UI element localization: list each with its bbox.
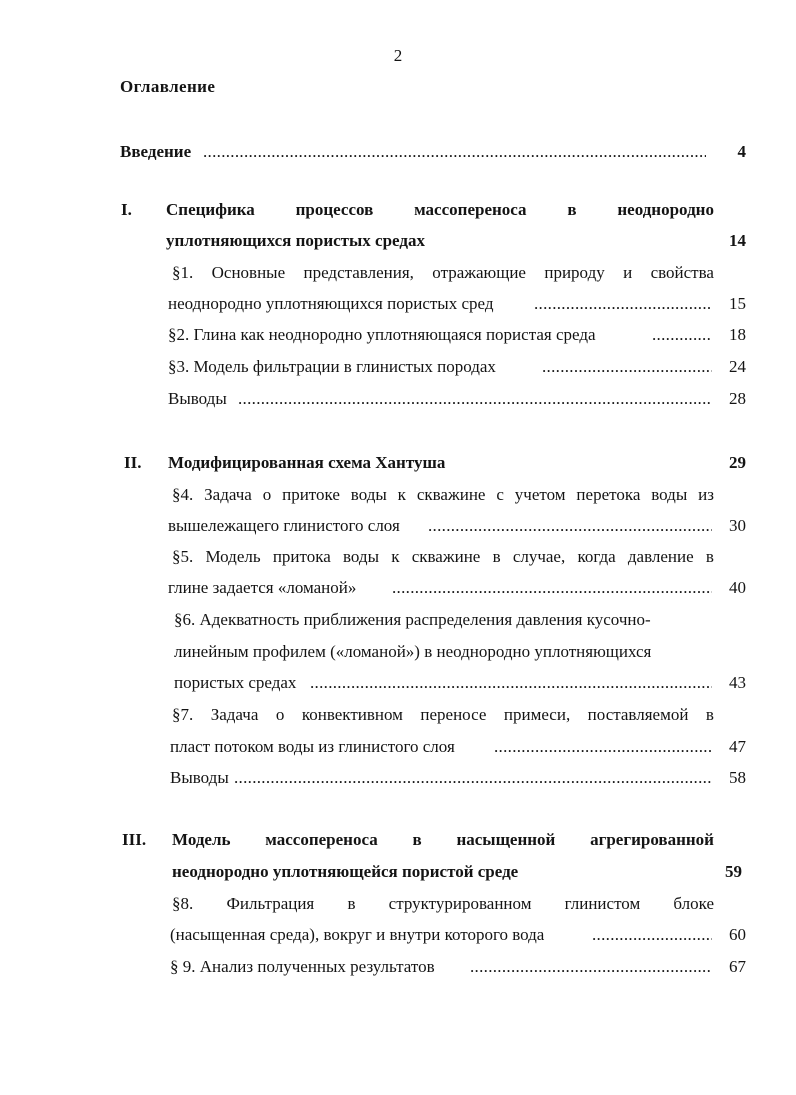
word: притоке	[282, 485, 340, 504]
word: скважине	[411, 547, 481, 566]
chapter2-conclusions-label: Выводы	[170, 768, 229, 787]
section7-line1	[172, 705, 714, 725]
section3-label: §3. Модель фильтрации в глинистых породах	[168, 357, 496, 376]
word: в	[347, 894, 356, 913]
dot-leader	[310, 673, 712, 693]
word: воды	[651, 485, 688, 504]
chapter3-page: 59	[725, 862, 742, 881]
word: §4.	[172, 485, 194, 504]
dot-leader	[238, 389, 712, 409]
word: Модель	[205, 547, 261, 566]
section9-page: 67	[729, 957, 746, 976]
word: из	[698, 485, 714, 504]
word: §5.	[172, 547, 194, 566]
chapter1-title-line2: уплотняющихся пористых средах	[166, 231, 425, 250]
word: в	[492, 547, 501, 566]
word: Фильтрация	[226, 894, 315, 913]
word: в	[567, 200, 577, 219]
word: Специфика	[166, 200, 255, 219]
word: случае,	[512, 547, 566, 566]
word: массопереноса	[414, 200, 527, 219]
word: притока	[272, 547, 331, 566]
word: Основные	[211, 263, 286, 282]
word: к	[391, 547, 400, 566]
chapter1-roman: I.	[121, 200, 132, 219]
word: когда	[577, 547, 616, 566]
chapter1-page: 14	[729, 231, 746, 250]
chapter1-title-line1	[166, 200, 714, 220]
section5-line2: глине задается «ломаной»	[168, 578, 357, 597]
section6-line1: §6. Адекватность приближения распределения давления кусочно-	[174, 610, 651, 629]
chapter2-roman: II.	[124, 453, 142, 472]
section4-line2: вышележащего глинистого слоя	[168, 516, 400, 535]
section8-line2: (насыщенная среда), вокруг и внутри которого вода	[170, 925, 545, 944]
section2-page: 18	[729, 325, 746, 344]
chapter3-title-line2: неоднородно уплотняющейся пористой среде	[172, 862, 519, 881]
word: воды	[343, 547, 379, 566]
section1-line1	[172, 263, 714, 283]
section6-page: 43	[729, 673, 746, 692]
word: Задача	[204, 485, 252, 504]
word: агрегированной	[590, 830, 714, 849]
word: представления,	[303, 263, 414, 282]
word: массопереноса	[265, 830, 378, 849]
dot-leader	[203, 142, 706, 162]
section5-line1	[172, 547, 714, 567]
word: Задача	[210, 705, 259, 724]
word: скважине	[416, 485, 486, 504]
section7-page: 47	[729, 737, 746, 756]
chapter3-title-line1	[172, 830, 714, 850]
word: давление	[627, 547, 694, 566]
word: Модель	[172, 830, 231, 849]
toc-intro-page: 4	[737, 142, 746, 161]
word: с	[496, 485, 504, 504]
section9-label: § 9. Анализ полученных результатов	[170, 957, 435, 976]
dot-leader	[392, 578, 712, 598]
word: в	[412, 830, 422, 849]
word: в	[705, 547, 714, 566]
word: к	[397, 485, 406, 504]
word: переносе	[420, 705, 487, 724]
word: §7.	[172, 705, 194, 724]
section1-line2: неоднородно уплотняющихся пористых сред	[168, 294, 494, 313]
chapter2-title: Модифицированная схема Хантуша	[168, 453, 446, 472]
toc-intro-label: Введение	[120, 142, 192, 161]
dot-leader	[470, 957, 712, 977]
word: и	[623, 263, 633, 282]
section6-line2: линейным профилем («ломаной») в неоднородно уплотняющихся	[174, 642, 652, 661]
word: о	[275, 705, 285, 724]
word: насыщенной	[456, 830, 556, 849]
word: свойства	[650, 263, 714, 282]
section5-page: 40	[729, 578, 746, 597]
word: неоднородно	[617, 200, 714, 219]
chapter1-conclusions-page: 28	[729, 389, 746, 408]
dot-leader	[494, 737, 712, 757]
page-number: 2	[393, 46, 403, 65]
section6-line3: пористых средах	[174, 673, 297, 692]
word: поставляемой	[587, 705, 689, 724]
word: перетока	[576, 485, 641, 504]
chapter3-roman: III.	[122, 830, 147, 849]
section8-page: 60	[729, 925, 746, 944]
word: структурированном	[388, 894, 532, 913]
word: глинистом	[564, 894, 641, 913]
section8-line1	[172, 894, 714, 914]
chapter2-conclusions-page: 58	[729, 768, 746, 787]
section1-page: 15	[729, 294, 746, 313]
section7-line2: пласт потоком воды из глинистого слоя	[170, 737, 455, 756]
section4-page: 30	[729, 516, 746, 535]
word: блоке	[673, 894, 714, 913]
section4-line1	[172, 485, 714, 505]
word: примеси,	[503, 705, 571, 724]
word: в	[705, 705, 714, 724]
word: §8.	[172, 894, 194, 913]
word: отражающие	[432, 263, 526, 282]
section2-label: §2. Глина как неоднородно уплотняющаяся пористая среда	[168, 325, 596, 344]
word: природу	[544, 263, 605, 282]
chapter2-page: 29	[729, 453, 746, 472]
section3-page: 24	[729, 357, 746, 376]
word: процессов	[295, 200, 374, 219]
dot-leader	[234, 768, 712, 788]
toc-title: Оглавление	[120, 77, 216, 96]
word: воды	[350, 485, 387, 504]
word: конвективном	[301, 705, 403, 724]
word: учетом	[514, 485, 566, 504]
chapter1-conclusions-label: Выводы	[168, 389, 227, 408]
word: §1.	[172, 263, 194, 282]
word: о	[262, 485, 272, 504]
dot-leader	[428, 516, 712, 536]
